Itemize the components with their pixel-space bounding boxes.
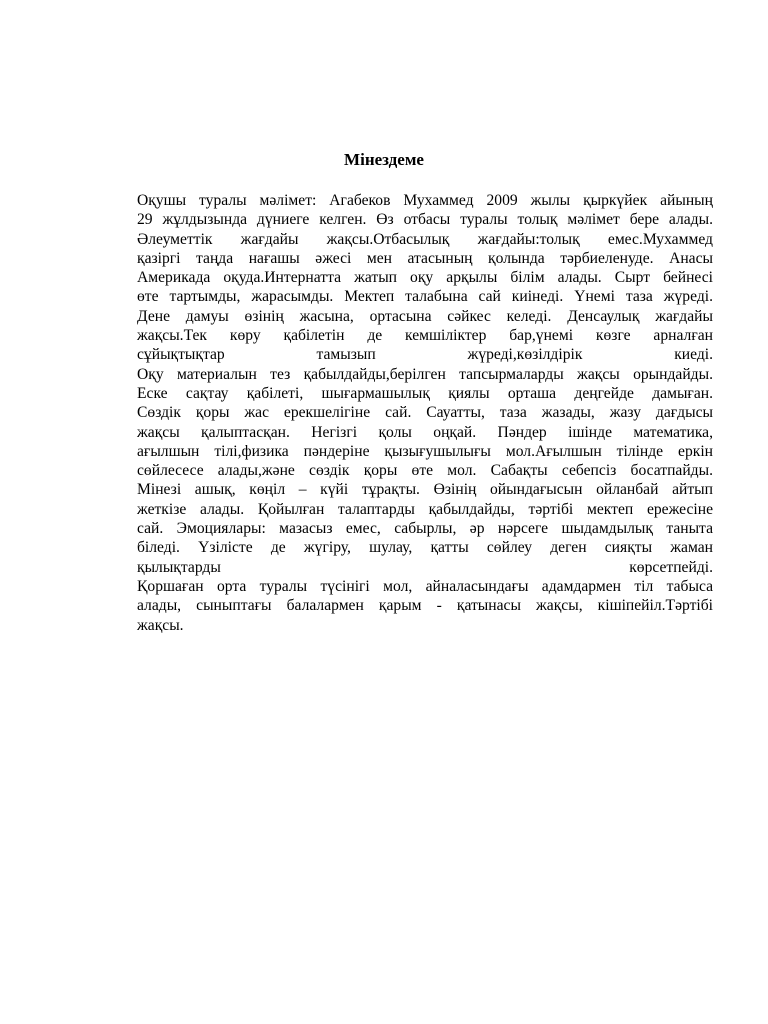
text-line: алады, сыныптағы балалармен қарым - қатынасы жақсы, кішіпейіл.Тәртібі xyxy=(137,597,713,615)
text-line: Оқу материалын тез қабылдайды,берілген тапсырмаларды жақсы орындайды. xyxy=(137,365,713,383)
text-line: Дене дамуы өзінің жасына, ортасына сәйкес келеді. Денсаулық жағдайы xyxy=(137,307,713,325)
text-line: біледі. Үзілісте де жүгіру, шулау, қатты сөйлеу деген сияқты жаман xyxy=(137,539,713,557)
text-line: ағылшын тілі,физика пәндеріне қызығушылығы мол.Ағылшын тілінде еркін xyxy=(137,442,713,460)
text-line: Әлеуметтік жағдайы жақсы.Отбасылық жағдайы:толық емес.Мухаммед xyxy=(137,230,713,248)
text-line: Оқушы туралы мәлімет: Агабеков Мухаммед 2009 жылы қыркүйек айының xyxy=(137,192,713,209)
text-line: Америкада оқуда.Интернатта жатып оқу арқылы білім алады. Сырт бейнесі xyxy=(137,269,713,287)
text-line: жақсы.Тек көру қабілетін де кемшіліктер бар,үнемі көзге арналған xyxy=(137,327,713,345)
text-line: 29 жұлдызында дүниеге келген. Өз отбасы туралы толық мәлімет бере алады. xyxy=(137,211,713,229)
text-line: қазіргі таңда нағашы әжесі мен атасының қолында тәрбиеленуде. Анасы xyxy=(137,249,713,267)
text-line: жақсы қалыптасқан. Негізгі қолы оңқай. Пәндер ішінде математика, xyxy=(137,423,713,441)
text-line: жақсы. xyxy=(137,616,184,634)
text-line: өте тартымды, жарасымды. Мектеп талабына сай киінеді. Үнемі таза жүреді. xyxy=(137,288,713,306)
text-line: Сөздік қоры жас ерекшелігіне сай. Сауатты, таза жазады, жазу дағдысы xyxy=(137,404,713,422)
document-title: Мінездеме xyxy=(344,150,424,169)
text-line: сөйлесесе алады,және сөздік қоры өте мол. Сабақты себепсіз босатпайды. xyxy=(137,462,713,480)
text-line: қылықтарды көрсетпейді. xyxy=(137,558,713,576)
text-line: жеткізе алады. Қойылған талаптарды қабылдайды, тәртібі мектеп ережесіне xyxy=(137,500,713,518)
text-line: Мінезі ашық, көңіл – күйі тұрақты. Өзінің ойындағысын ойланбай айтып xyxy=(137,481,713,499)
text-line: Қоршаған орта туралы түсінігі мол, айналасындағы адамдармен тіл табыса xyxy=(137,577,713,595)
document-body xyxy=(137,191,713,635)
text-line: Еске сақтау қабілеті, шығармашылық қиялы орташа деңгейде дамыған. xyxy=(137,384,713,402)
text-line: сай. Эмоциялары: мазасыз емес, сабырлы, әр нәрсеге шыдамдылық таныта xyxy=(137,520,713,538)
text-line: сұйықтықтар тамызып жүреді,көзілдірік киеді. xyxy=(137,346,713,364)
